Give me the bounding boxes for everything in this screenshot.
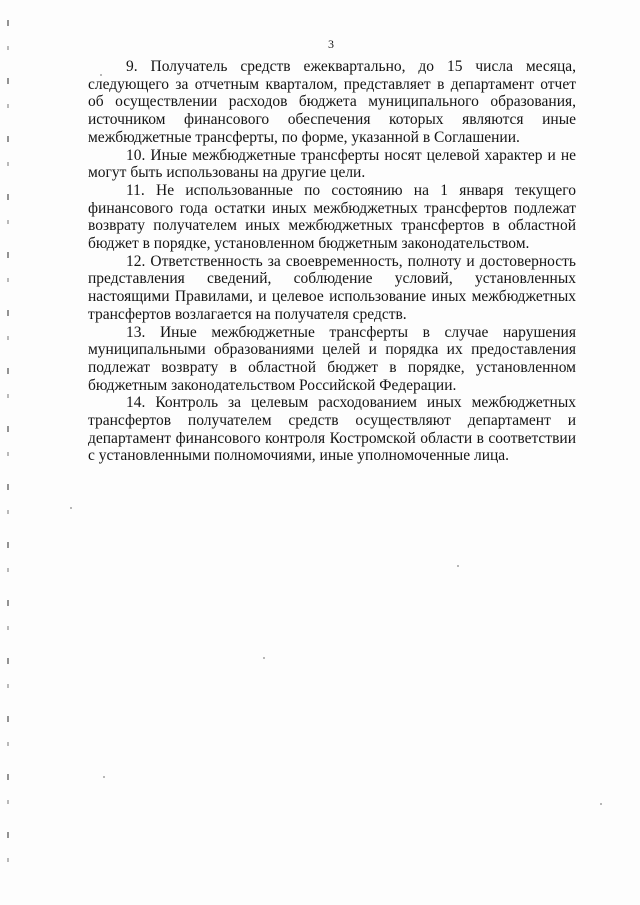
paragraph-11: 11. Не использованные по состоянию на 1 января текущего финансового года остатки иных межбюджетных трансфертов подлежат возврату получателем иных межбюджетных трансфертов в областной бюджет в порядке, установленном бюджетным законодательством. bbox=[88, 181, 576, 253]
document-body bbox=[88, 58, 576, 465]
paragraph-14: 14. Контроль за целевым расходованием иных межбюджетных трансфертов получателем средств осуществляют департамент и департамент финансового контроля Костромской области в соответствии с установленными полномочиями, иные уполномоченные лица. bbox=[88, 394, 576, 465]
scan-edge-artifact bbox=[7, 20, 9, 890]
paragraph-13: 13. Иные межбюджетные трансферты в случае нарушения муниципальными образованиями целей и порядка их предоставления подлежат возврату в областной бюджет в порядке, установленном бюджетным законодательством Российской Федерации. bbox=[88, 323, 576, 394]
scan-speck bbox=[103, 776, 105, 778]
scan-speck bbox=[263, 657, 265, 659]
page-number: 3 bbox=[328, 37, 334, 51]
scan-speck bbox=[457, 565, 459, 567]
scan-speck bbox=[70, 507, 72, 509]
paragraph-10: 10. Иные межбюджетные трансферты носят целевой характер и не могут быть использованы на другие цели. bbox=[88, 146, 576, 182]
paragraph-12: 12. Ответственность за своевременность, полноту и достоверность представления сведений, соблюдение условий, установленных настоящими Правилами, и целевое использование иных межбюджетных трансфертов возлагается на получателя средств. bbox=[88, 252, 576, 323]
scan-speck bbox=[600, 803, 602, 805]
paragraph-9: 9. Получатель средств ежеквартально, до 15 числа месяца, следующего за отчетным кварталом, представляет в департамент отчет об осуществлении расходов бюджета муниципального образования, источником финансового обеспечения которых являются иные межбюджетные трансферты, по форме, указанной в Соглашении. bbox=[88, 58, 576, 146]
